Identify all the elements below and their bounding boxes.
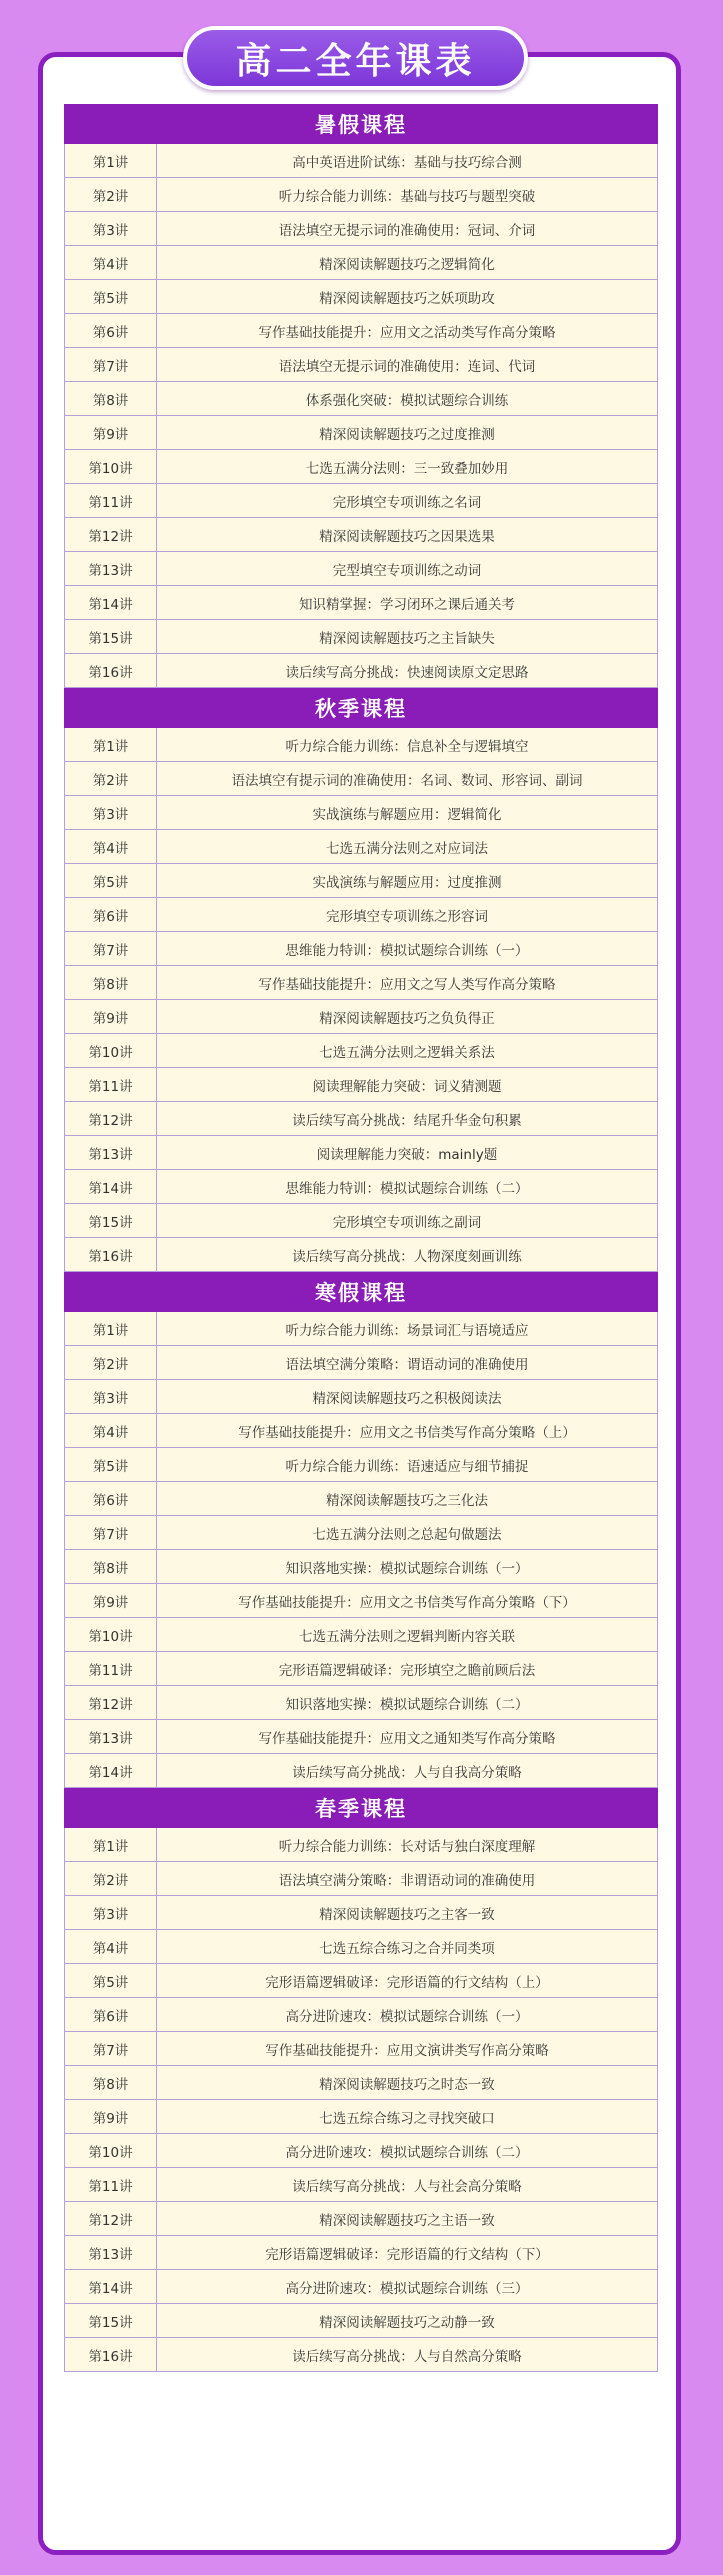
- lesson-topic: 七选五满分法则之逻辑判断内容关联: [299, 1628, 515, 1645]
- lesson-topic: 写作基础技能提升：应用文之通知类写作高分策略: [258, 1730, 556, 1747]
- lesson-row: [64, 2304, 658, 2338]
- lesson-topic: 精深阅读解题技巧之积极阅读法: [312, 1390, 502, 1407]
- lesson-topic: 七选五综合练习之寻找突破口: [319, 2110, 495, 2127]
- lesson-topic: 高分进阶速攻：模拟试题综合训练（三）: [285, 2280, 529, 2297]
- lesson-number: 第15讲: [65, 620, 157, 653]
- schedule-section: [64, 104, 658, 688]
- lesson-topic: 精深阅读解题技巧之负负得正: [319, 1010, 495, 1027]
- lesson-row: [64, 1448, 658, 1482]
- lesson-topic: 语法填空无提示词的准确使用：连词、代词: [278, 358, 536, 375]
- lesson-row: [64, 1686, 658, 1720]
- lesson-row: [64, 416, 658, 450]
- lesson-topic: 知识落地实操：模拟试题综合训练（一）: [285, 1560, 529, 1577]
- lesson-number: 第8讲: [65, 2066, 157, 2099]
- lesson-row: [64, 1170, 658, 1204]
- lesson-topic: 精深阅读解题技巧之过度推测: [319, 426, 495, 443]
- lesson-topic: 精深阅读解题技巧之三化法: [326, 1492, 488, 1509]
- lesson-topic: 七选五满分法则：三一致叠加妙用: [305, 460, 509, 477]
- lesson-number: 第3讲: [65, 796, 157, 829]
- lesson-row: [64, 1136, 658, 1170]
- lesson-number: 第5讲: [65, 864, 157, 897]
- lesson-row: [64, 1204, 658, 1238]
- lesson-row: [64, 1380, 658, 1414]
- lesson-row: [64, 1754, 658, 1788]
- lesson-topic: 精深阅读解题技巧之时态一致: [319, 2076, 495, 2093]
- lesson-row: [64, 2100, 658, 2134]
- lesson-topic: 完形填空专项训练之形容词: [326, 908, 488, 925]
- lesson-number: 第10讲: [65, 450, 157, 483]
- lesson-number: 第12讲: [65, 1686, 157, 1719]
- lesson-number: 第11讲: [65, 1652, 157, 1685]
- lesson-topic: 精深阅读解题技巧之因果选果: [319, 528, 495, 545]
- lesson-number: 第8讲: [65, 966, 157, 999]
- lesson-row: [64, 2270, 658, 2304]
- lesson-row: [64, 830, 658, 864]
- lesson-row: [64, 314, 658, 348]
- lesson-row: [64, 1652, 658, 1686]
- lesson-topic: 七选五满分法则之总起句做题法: [312, 1526, 502, 1543]
- lesson-row: [64, 1828, 658, 1862]
- lesson-topic: 语法填空有提示词的准确使用：名词、数词、形容词、副词: [231, 772, 583, 789]
- lesson-number: 第7讲: [65, 1516, 157, 1549]
- lesson-row: [64, 178, 658, 212]
- lesson-row: [64, 2134, 658, 2168]
- lesson-topic: 读后续写高分挑战：结尾升华金句积累: [292, 1112, 522, 1129]
- lesson-number: 第16讲: [65, 2338, 157, 2371]
- lesson-topic: 写作基础技能提升：应用文演讲类写作高分策略: [265, 2042, 549, 2059]
- schedule-section: [64, 1788, 658, 2372]
- lesson-row: [64, 654, 658, 688]
- lesson-topic: 七选五满分法则之逻辑关系法: [319, 1044, 495, 1061]
- lesson-topic: 知识落地实操：模拟试题综合训练（二）: [285, 1696, 529, 1713]
- lesson-topic: 精深阅读解题技巧之逻辑简化: [319, 256, 495, 273]
- lesson-number: 第8讲: [65, 382, 157, 415]
- lesson-number: 第15讲: [65, 1204, 157, 1237]
- lesson-topic: 体系强化突破：模拟试题综合训练: [305, 392, 509, 409]
- lesson-topic: 完形语篇逻辑破译：完形语篇的行文结构（上）: [265, 1974, 549, 1991]
- section-header: 秋季课程: [64, 688, 658, 728]
- section-header: 春季课程: [64, 1788, 658, 1828]
- lesson-number: 第16讲: [65, 1238, 157, 1271]
- lesson-topic: 思维能力特训：模拟试题综合训练（一）: [285, 942, 529, 959]
- lesson-topic: 听力综合能力训练：基础与技巧与题型突破: [278, 188, 536, 205]
- lesson-topic: 写作基础技能提升：应用文之书信类写作高分策略（下）: [238, 1594, 576, 1611]
- lesson-row: [64, 2032, 658, 2066]
- lesson-number: 第4讲: [65, 1930, 157, 1963]
- lesson-row: [64, 484, 658, 518]
- lesson-row: [64, 2066, 658, 2100]
- lesson-row: [64, 212, 658, 246]
- lesson-row: [64, 1964, 658, 1998]
- lesson-number: 第14讲: [65, 1170, 157, 1203]
- lesson-topic: 阅读理解能力突破：词义猜测题: [312, 1078, 502, 1095]
- lesson-row: [64, 246, 658, 280]
- lesson-row: [64, 348, 658, 382]
- lesson-row: [64, 932, 658, 966]
- lesson-number: 第1讲: [65, 728, 157, 761]
- lesson-topic: 读后续写高分挑战：人与自然高分策略: [292, 2348, 522, 2365]
- lesson-number: 第14讲: [65, 2270, 157, 2303]
- section-header: 暑假课程: [64, 104, 658, 144]
- lesson-number: 第4讲: [65, 1414, 157, 1447]
- lesson-row: [64, 1550, 658, 1584]
- lesson-topic: 七选五综合练习之合并同类项: [319, 1940, 495, 1957]
- lesson-row: [64, 280, 658, 314]
- lesson-row: [64, 1720, 658, 1754]
- lesson-row: [64, 762, 658, 796]
- lesson-topic: 完形语篇逻辑破译：完形填空之瞻前顾后法: [278, 1662, 536, 1679]
- lesson-number: 第7讲: [65, 2032, 157, 2065]
- lesson-number: 第15讲: [65, 2304, 157, 2337]
- schedule-sections: [64, 104, 658, 2372]
- lesson-row: [64, 1862, 658, 1896]
- lesson-topic: 语法填空无提示词的准确使用：冠词、介词: [278, 222, 536, 239]
- lesson-number: 第6讲: [65, 314, 157, 347]
- lesson-row: [64, 1346, 658, 1380]
- lesson-number: 第6讲: [65, 1998, 157, 2031]
- lesson-number: 第1讲: [65, 1312, 157, 1345]
- lesson-number: 第5讲: [65, 1964, 157, 1997]
- lesson-number: 第3讲: [65, 212, 157, 245]
- lesson-row: [64, 518, 658, 552]
- lesson-topic: 听力综合能力训练：长对话与独白深度理解: [278, 1838, 536, 1855]
- lesson-topic: 高分进阶速攻：模拟试题综合训练（二）: [285, 2144, 529, 2161]
- lesson-row: [64, 1896, 658, 1930]
- lesson-number: 第13讲: [65, 1136, 157, 1169]
- lesson-row: [64, 796, 658, 830]
- lesson-number: 第10讲: [65, 1618, 157, 1651]
- lesson-topic: 精深阅读解题技巧之动静一致: [319, 2314, 495, 2331]
- lesson-topic: 完形语篇逻辑破译：完形语篇的行文结构（下）: [265, 2246, 549, 2263]
- lesson-number: 第5讲: [65, 1448, 157, 1481]
- lesson-row: [64, 1312, 658, 1346]
- lesson-topic: 高中英语进阶试练：基础与技巧综合测: [292, 154, 522, 171]
- lesson-number: 第9讲: [65, 1000, 157, 1033]
- lesson-number: 第2讲: [65, 1862, 157, 1895]
- lesson-row: [64, 1482, 658, 1516]
- lesson-number: 第9讲: [65, 2100, 157, 2133]
- page-title: 高二全年课表: [183, 26, 528, 90]
- lesson-row: [64, 1998, 658, 2032]
- lesson-topic: 读后续写高分挑战：人与自我高分策略: [292, 1764, 522, 1781]
- schedule-section: [64, 688, 658, 1272]
- lesson-number: 第10讲: [65, 1034, 157, 1067]
- lesson-topic: 读后续写高分挑战：快速阅读原文定思路: [285, 664, 529, 681]
- lesson-number: 第2讲: [65, 762, 157, 795]
- lesson-topic: 知识精掌握：学习闭环之课后通关考: [299, 596, 515, 613]
- lesson-topic: 读后续写高分挑战：人与社会高分策略: [292, 2178, 522, 2195]
- lesson-row: [64, 450, 658, 484]
- lesson-topic: 听力综合能力训练：语速适应与细节捕捉: [285, 1458, 529, 1475]
- lesson-number: 第13讲: [65, 552, 157, 585]
- lesson-number: 第3讲: [65, 1896, 157, 1929]
- lesson-row: [64, 552, 658, 586]
- lesson-number: 第7讲: [65, 932, 157, 965]
- lesson-number: 第9讲: [65, 1584, 157, 1617]
- section-header: 寒假课程: [64, 1272, 658, 1312]
- lesson-row: [64, 2202, 658, 2236]
- lesson-row: [64, 966, 658, 1000]
- lesson-row: [64, 586, 658, 620]
- lesson-row: [64, 728, 658, 762]
- lesson-topic: 写作基础技能提升：应用文之活动类写作高分策略: [258, 324, 556, 341]
- lesson-topic: 完形填空专项训练之副词: [332, 1214, 482, 1231]
- lesson-topic: 实战演练与解题应用：逻辑简化: [312, 806, 502, 823]
- lesson-topic: 写作基础技能提升：应用文之书信类写作高分策略（上）: [238, 1424, 576, 1441]
- lesson-number: 第8讲: [65, 1550, 157, 1583]
- lesson-number: 第6讲: [65, 898, 157, 931]
- lesson-topic: 语法填空满分策略：非谓语动词的准确使用: [278, 1872, 536, 1889]
- lesson-number: 第13讲: [65, 1720, 157, 1753]
- lesson-number: 第16讲: [65, 654, 157, 687]
- lesson-row: [64, 1102, 658, 1136]
- lesson-number: 第14讲: [65, 586, 157, 619]
- lesson-row: [64, 1000, 658, 1034]
- lesson-number: 第12讲: [65, 518, 157, 551]
- lesson-number: 第7讲: [65, 348, 157, 381]
- lesson-number: 第2讲: [65, 178, 157, 211]
- lesson-topic: 实战演练与解题应用：过度推测: [312, 874, 502, 891]
- lesson-row: [64, 1414, 658, 1448]
- lesson-topic: 精深阅读解题技巧之妖项助攻: [319, 290, 495, 307]
- lesson-row: [64, 1516, 658, 1550]
- lesson-number: 第12讲: [65, 1102, 157, 1135]
- lesson-number: 第9讲: [65, 416, 157, 449]
- lesson-topic: 七选五满分法则之对应词法: [326, 840, 488, 857]
- lesson-row: [64, 864, 658, 898]
- lesson-topic: 完形填空专项训练之名词: [332, 494, 482, 511]
- lesson-number: 第4讲: [65, 246, 157, 279]
- lesson-row: [64, 1034, 658, 1068]
- lesson-row: [64, 898, 658, 932]
- lesson-number: 第2讲: [65, 1346, 157, 1379]
- lesson-row: [64, 382, 658, 416]
- lesson-topic: 精深阅读解题技巧之主客一致: [319, 1906, 495, 1923]
- lesson-number: 第13讲: [65, 2236, 157, 2269]
- lesson-row: [64, 1618, 658, 1652]
- lesson-topic: 高分进阶速攻：模拟试题综合训练（一）: [285, 2008, 529, 2025]
- lesson-topic: 精深阅读解题技巧之主旨缺失: [319, 630, 495, 647]
- lesson-number: 第3讲: [65, 1380, 157, 1413]
- lesson-row: [64, 144, 658, 178]
- lesson-topic: 思维能力特训：模拟试题综合训练（二）: [285, 1180, 529, 1197]
- lesson-number: 第1讲: [65, 1828, 157, 1861]
- lesson-row: [64, 1068, 658, 1102]
- lesson-number: 第4讲: [65, 830, 157, 863]
- lesson-number: 第1讲: [65, 144, 157, 177]
- lesson-number: 第11讲: [65, 484, 157, 517]
- lesson-row: [64, 2338, 658, 2372]
- schedule-section: [64, 1272, 658, 1788]
- lesson-number: 第12讲: [65, 2202, 157, 2235]
- lesson-topic: 完型填空专项训练之动词: [332, 562, 482, 579]
- lesson-topic: 阅读理解能力突破：mainly题: [316, 1146, 498, 1163]
- lesson-row: [64, 1238, 658, 1272]
- lesson-topic: 听力综合能力训练：信息补全与逻辑填空: [285, 738, 529, 755]
- lesson-topic: 精深阅读解题技巧之主语一致: [319, 2212, 495, 2229]
- lesson-row: [64, 620, 658, 654]
- lesson-row: [64, 1930, 658, 1964]
- lesson-number: 第11讲: [65, 2168, 157, 2201]
- lesson-row: [64, 2236, 658, 2270]
- lesson-number: 第11讲: [65, 1068, 157, 1101]
- lesson-number: 第10讲: [65, 2134, 157, 2167]
- lesson-topic: 写作基础技能提升：应用文之写人类写作高分策略: [258, 976, 556, 993]
- lesson-topic: 语法填空满分策略：谓语动词的准确使用: [285, 1356, 529, 1373]
- lesson-row: [64, 2168, 658, 2202]
- lesson-number: 第6讲: [65, 1482, 157, 1515]
- lesson-row: [64, 1584, 658, 1618]
- lesson-number: 第14讲: [65, 1754, 157, 1787]
- lesson-topic: 听力综合能力训练：场景词汇与语境适应: [285, 1322, 529, 1339]
- lesson-topic: 读后续写高分挑战：人物深度刻画训练: [292, 1248, 522, 1265]
- lesson-number: 第5讲: [65, 280, 157, 313]
